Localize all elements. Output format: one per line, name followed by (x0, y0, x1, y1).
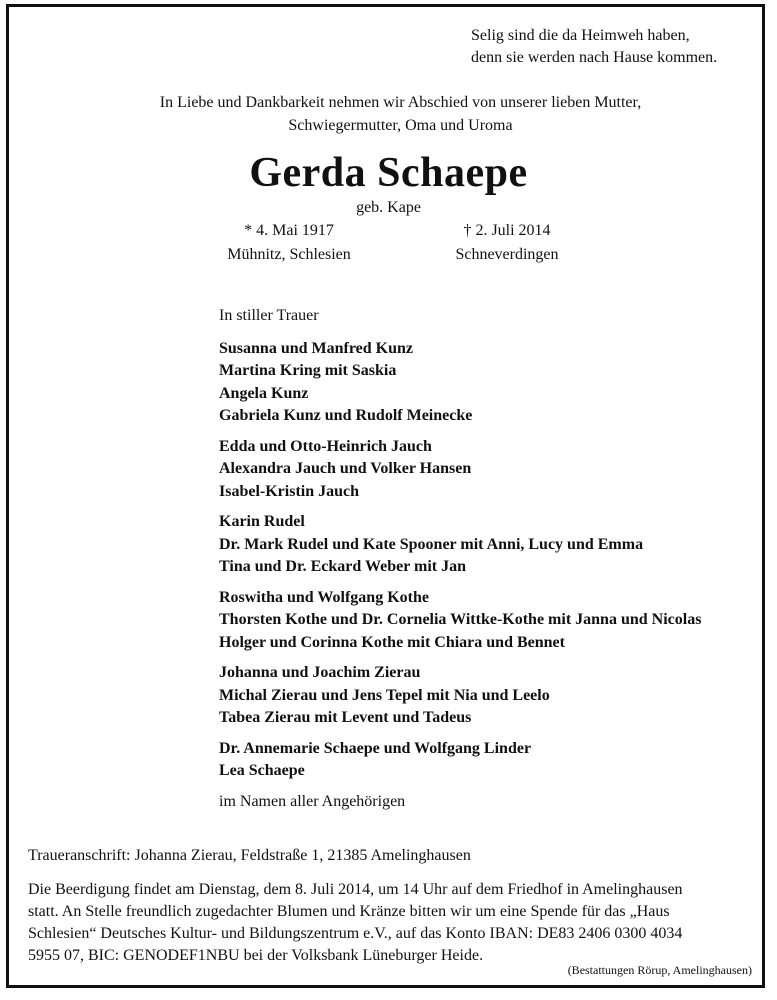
epigraph-line: Selig sind die da Heimweh haben, (471, 27, 690, 44)
mourner-line: Tabea Zierau mit Levent und Tadeus (219, 709, 472, 726)
mourner-line: Karin Rudel (219, 513, 305, 530)
intro-line: Schwiegermutter, Oma und Uroma (288, 117, 513, 134)
family-group (219, 738, 701, 783)
birth-date: * 4. Mai 1917 (244, 222, 334, 239)
intro-text (9, 91, 768, 137)
mourning-address: Traueranschrift: Johanna Zierau, Feldstraße 1, 21385 Amelinghausen (28, 847, 471, 864)
family-group (219, 436, 701, 504)
mourner-line: Dr. Mark Rudel und Kate Spooner mit Anni, Lucy und Emma (219, 535, 644, 553)
mourner-line: Angela Kunz (219, 384, 309, 402)
funeral-line: Die Beerdigung findet am Dienstag, dem 8. Juli 2014, um 14 Uhr auf dem Friedhof in Amelinghausen (28, 881, 683, 898)
mourner-line: Lea Schaepe (219, 762, 305, 779)
funeral-line: 5955 07, BIC: GENODEF1NBU bei der Volksbank Lüneburger Heide. (28, 947, 484, 964)
death-date: † 2. Juli 2014 (463, 222, 551, 239)
mourner-line: Johanna und Joachim Zierau (219, 664, 421, 681)
birth-place: Mühnitz, Schlesien (227, 246, 351, 263)
death-info (427, 219, 587, 267)
obituary-frame (6, 4, 765, 988)
funeral-line: Schlesien“ Deutsches Kultur- und Bildungszentrum e.V., auf das Konto IBAN: DE83 2406 0300 4034 (28, 925, 683, 942)
closing-line: im Namen aller Angehörigen (219, 792, 406, 810)
mourner-line: Isabel-Kristin Jauch (219, 482, 360, 500)
family-group (219, 338, 701, 428)
funeral-notice (28, 879, 756, 967)
mourner-line: Alexandra Jauch und Volker Hansen (219, 460, 472, 477)
deceased-name: Gerda Schaepe (249, 150, 528, 196)
undertaker-credit: (Bestattungen Rörup, Amelinghausen) (567, 963, 752, 977)
family-group (219, 511, 701, 579)
family-group (219, 587, 701, 655)
mourner-line: Tina und Dr. Eckard Weber mit Jan (219, 558, 467, 575)
mourner-line: Thorsten Kothe und Dr. Cornelia Wittke-Kothe mit Janna und Nicolas (219, 611, 702, 628)
birth-info (209, 219, 369, 267)
mourner-line: Edda und Otto-Heinrich Jauch (219, 437, 432, 455)
mourner-line: Martina Kring mit Saskia (219, 362, 397, 379)
epigraph (471, 25, 717, 69)
funeral-line: statt. An Stelle freundlich zugedachter Blumen und Kränze bitten wir um eine Spende für das „Haus (28, 903, 670, 920)
epigraph-line: denn sie werden nach Hause kommen. (471, 49, 718, 66)
mourner-line: Roswitha und Wolfgang Kothe (219, 588, 429, 606)
mourner-line: Gabriela Kunz und Rudolf Meinecke (219, 407, 473, 424)
mourner-line: Holger und Corinna Kothe mit Chiara und Bennet (219, 633, 565, 651)
mourner-line: Dr. Annemarie Schaepe und Wolfgang Linder (219, 739, 532, 757)
intro-line: In Liebe und Dankbarkeit nehmen wir Abschied von unserer lieben Mutter, (159, 94, 642, 111)
mourning-heading: In stiller Trauer (219, 307, 319, 324)
mourner-line: Susanna und Manfred Kunz (219, 339, 413, 357)
maiden-name: geb. Kape (356, 199, 421, 216)
mourner-line: Michal Zierau und Jens Tepel mit Nia und Leelo (219, 686, 550, 704)
family-group (219, 662, 701, 730)
death-place: Schneverdingen (455, 246, 559, 263)
mourners-list (219, 305, 701, 813)
